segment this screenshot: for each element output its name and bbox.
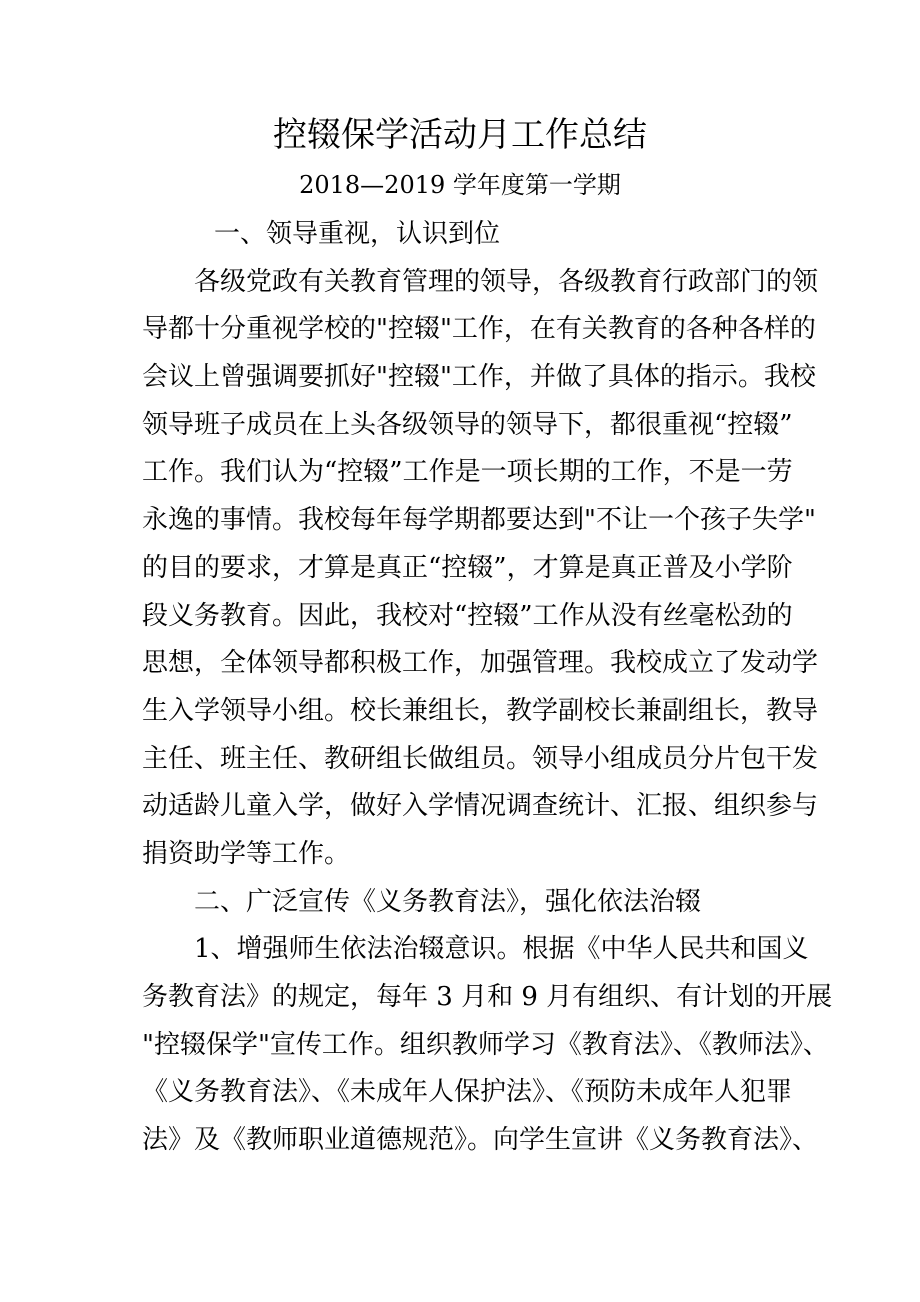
paragraph-line: 段义务教育。因此，我校对“控辍”工作从没有丝毫松劲的 — [142, 600, 793, 631]
document-title: 控辍保学活动月工作总结 — [273, 115, 647, 155]
section-heading: 二、广泛宣传《义务教育法》，强化依法治辍 — [194, 886, 702, 917]
paragraph-line: 领导班子成员在上头各级领导的领导下，都很重视“控辍” — [142, 409, 793, 440]
paragraph-line: 法》及《教师职业道德规范》。向学生宣讲《义务教育法》、 — [142, 1125, 819, 1156]
paragraph-line: 工作。我们认为“控辍”工作是一项长期的工作，不是一劳 — [142, 457, 793, 488]
section-heading: 一、领导重视，认识到位 — [214, 219, 501, 249]
paragraph-line: 《义务教育法》、《未成年人保护法》、《预防未成年人犯罪 — [142, 1077, 793, 1108]
paragraph-line: 的目的要求，才算是真正“控辍”，才算是真正普及小学阶 — [142, 552, 793, 583]
paragraph-line: 导都十分重视学校的"控辍"工作，在有关教育的各种各样的 — [142, 314, 816, 345]
paragraph-line: "控辍保学"宣传工作。组织教师学习《教育法》、《教师法》、 — [142, 1029, 829, 1060]
paragraph-line: 会议上曾强调要抓好"控辍"工作，并做了具体的指示。我校 — [142, 362, 816, 393]
paragraph-line: 动适龄儿童入学，做好入学情况调查统计、汇报、组织参与 — [142, 791, 819, 822]
paragraph-line: 1、增强师生依法治辍意识。根据《中华人民共和国义 — [194, 934, 809, 965]
paragraph-line: 生入学领导小组。校长兼组长，教学副校长兼副组长，教导 — [142, 695, 819, 726]
paragraph-line: 永逸的事情。我校每年每学期都要达到"不让一个孩子失学" — [142, 505, 816, 536]
document-body — [142, 211, 833, 1165]
paragraph-line: 各级党政有关教育管理的领导，各级教育行政部门的领 — [194, 266, 819, 297]
paragraph-line: 主任、班主任、教研组长做组员。领导小组成员分片包干发 — [142, 743, 819, 774]
paragraph-line: 思想，全体领导都积极工作，加强管理。我校成立了发动学 — [142, 648, 819, 679]
paragraph-line: 务教育法》的规定，每年 3 月和 9 月有组织、有计划的开展 — [142, 982, 833, 1012]
paragraph-line: 捐资助学等工作。 — [142, 838, 351, 869]
document-subtitle: 2018—2019 学年度第一学期 — [299, 171, 621, 199]
